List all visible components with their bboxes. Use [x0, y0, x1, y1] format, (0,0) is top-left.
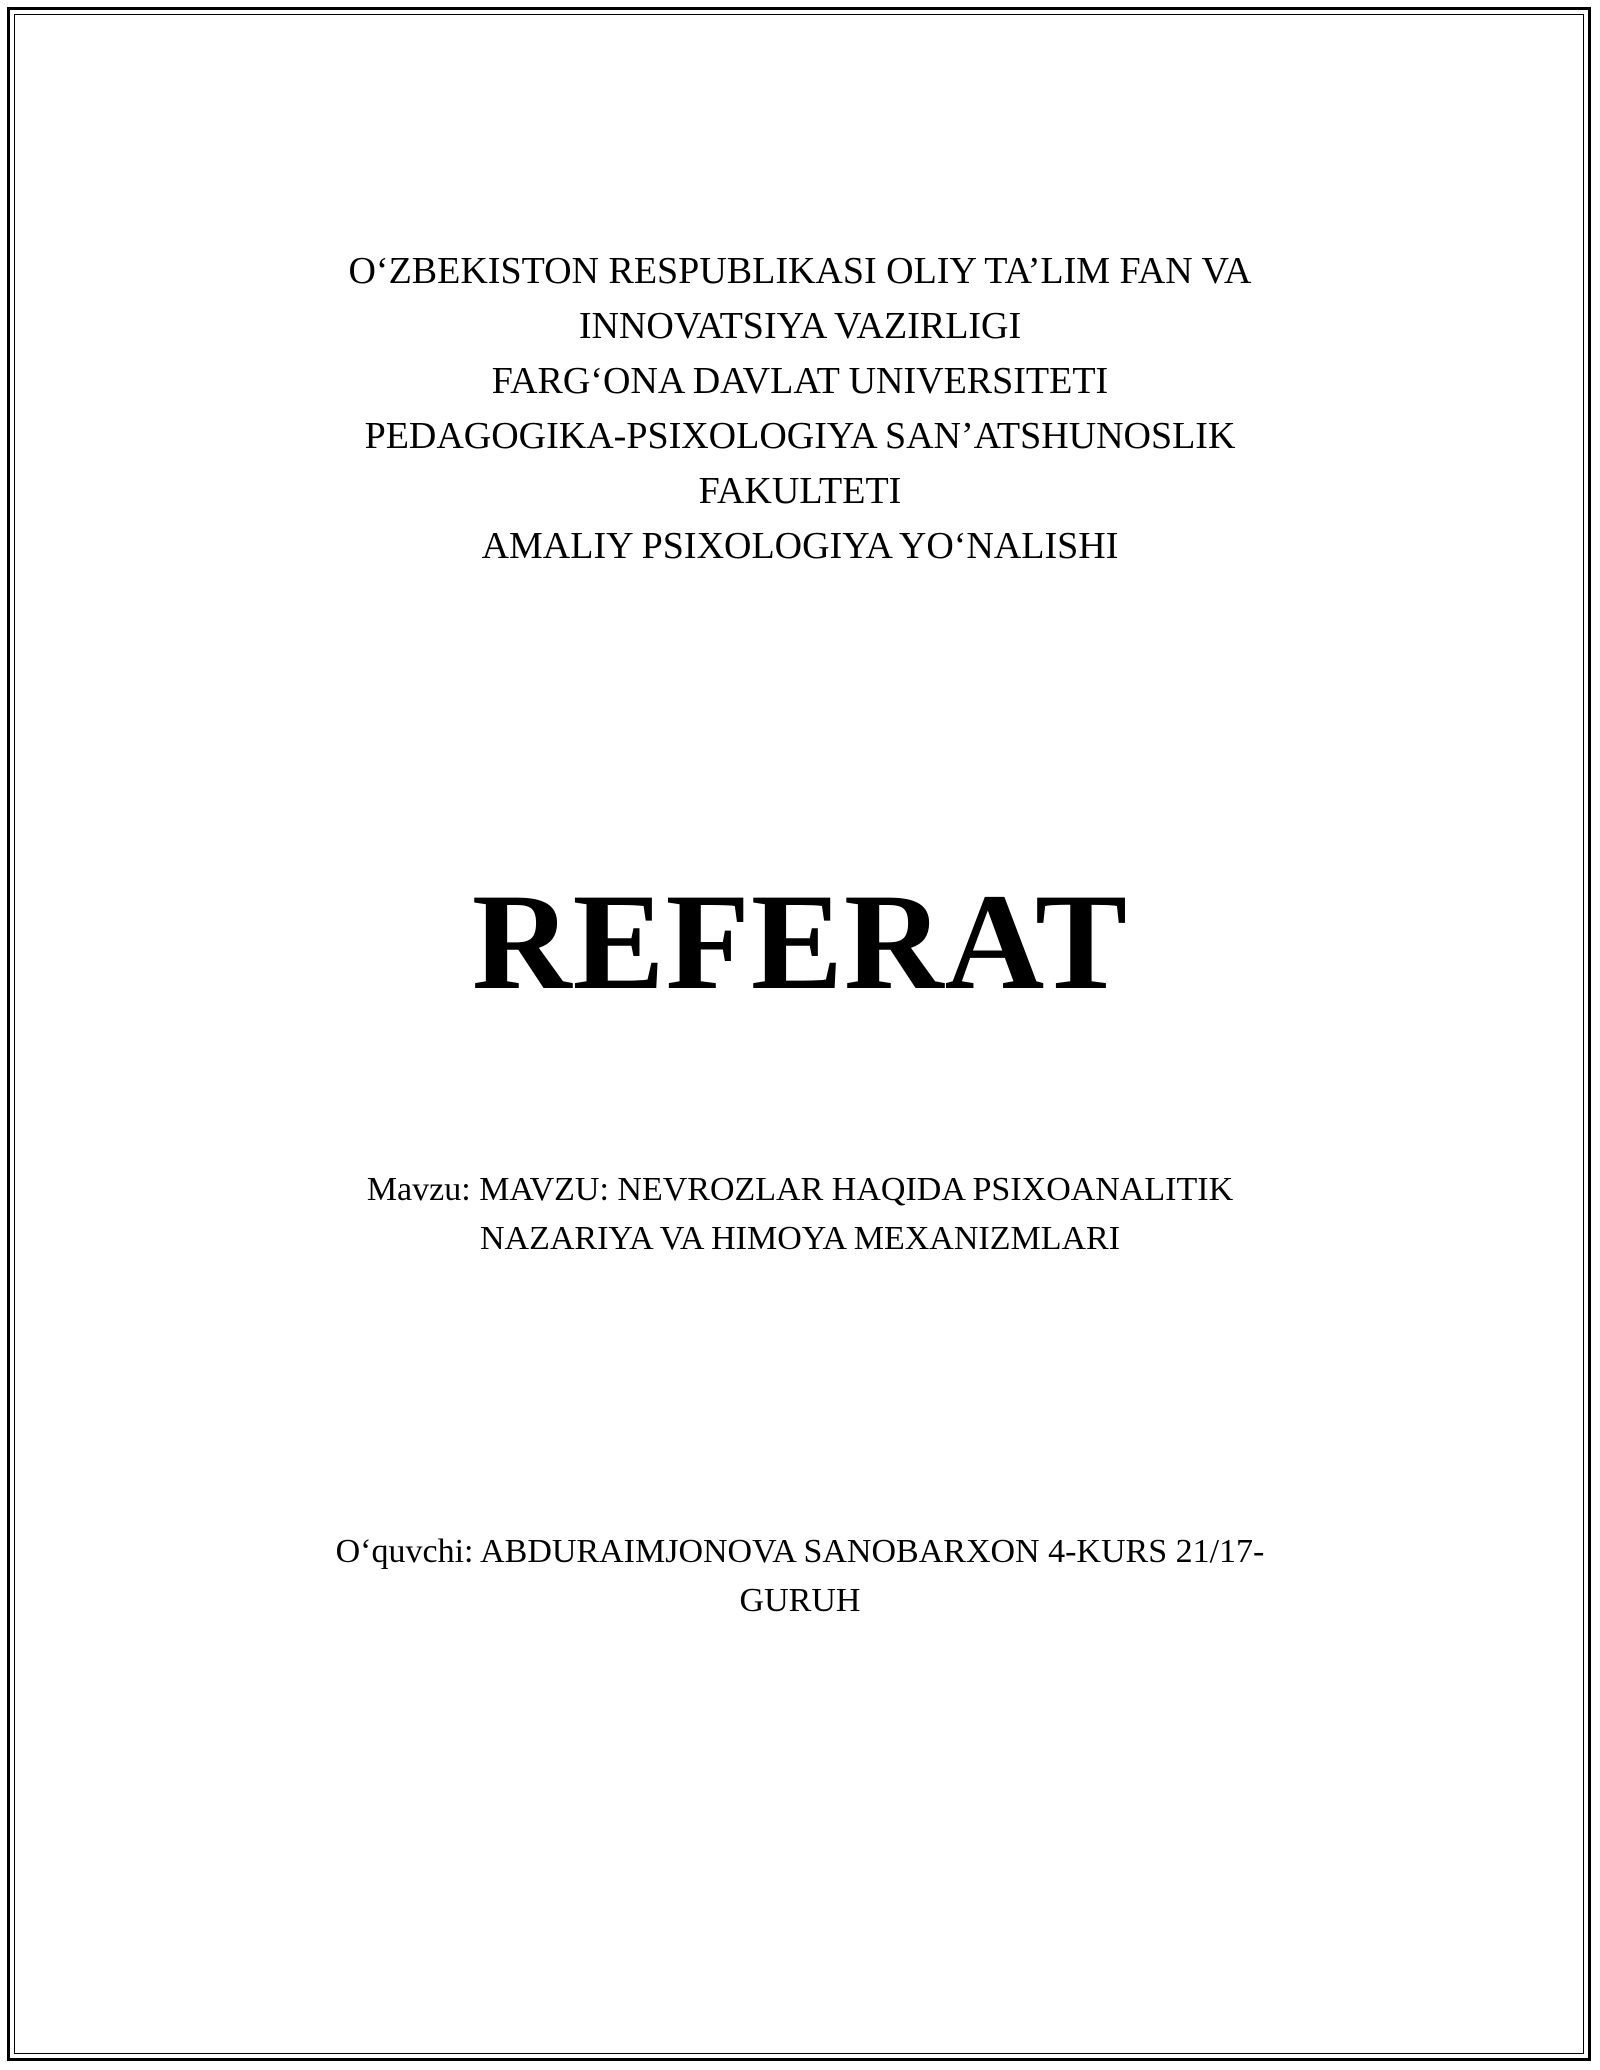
student-block — [0, 1527, 1600, 1625]
faculty-line-1: PEDAGOGIKA-PSIXOLOGIYA SAN’ATSHUNOSLIK — [364, 415, 1236, 457]
document-title: REFERAT — [471, 865, 1129, 1018]
topic-block — [0, 1165, 1600, 1263]
student-line-2: GURUH — [739, 1582, 861, 1619]
university-name: FARG‘ONA DAVLAT UNIVERSITETI — [491, 360, 1109, 402]
institution-header — [0, 244, 1600, 574]
faculty-line-2: FAKULTETI — [698, 470, 902, 512]
ministry-line-1: O‘ZBEKISTON RESPUBLIKASI OLIY TA’LIM FAN VA — [348, 250, 1252, 292]
topic-line-2: NAZARIYA VA HIMOYA MEXANIZMLARI — [479, 1220, 1121, 1257]
department-name: AMALIY PSIXOLOGIYA YO‘NALISHI — [481, 525, 1119, 567]
topic-line-1: Mavzu: MAVZU: NEVROZLAR HAQIDA PSIXOANALITIK — [366, 1171, 1234, 1208]
student-line-1: O‘quvchi: ABDURAIMJONOVA SANOBARXON 4-KURS 21/17- — [335, 1533, 1265, 1570]
ministry-line-2: INNOVATSIYA VAZIRLIGI — [578, 305, 1022, 347]
